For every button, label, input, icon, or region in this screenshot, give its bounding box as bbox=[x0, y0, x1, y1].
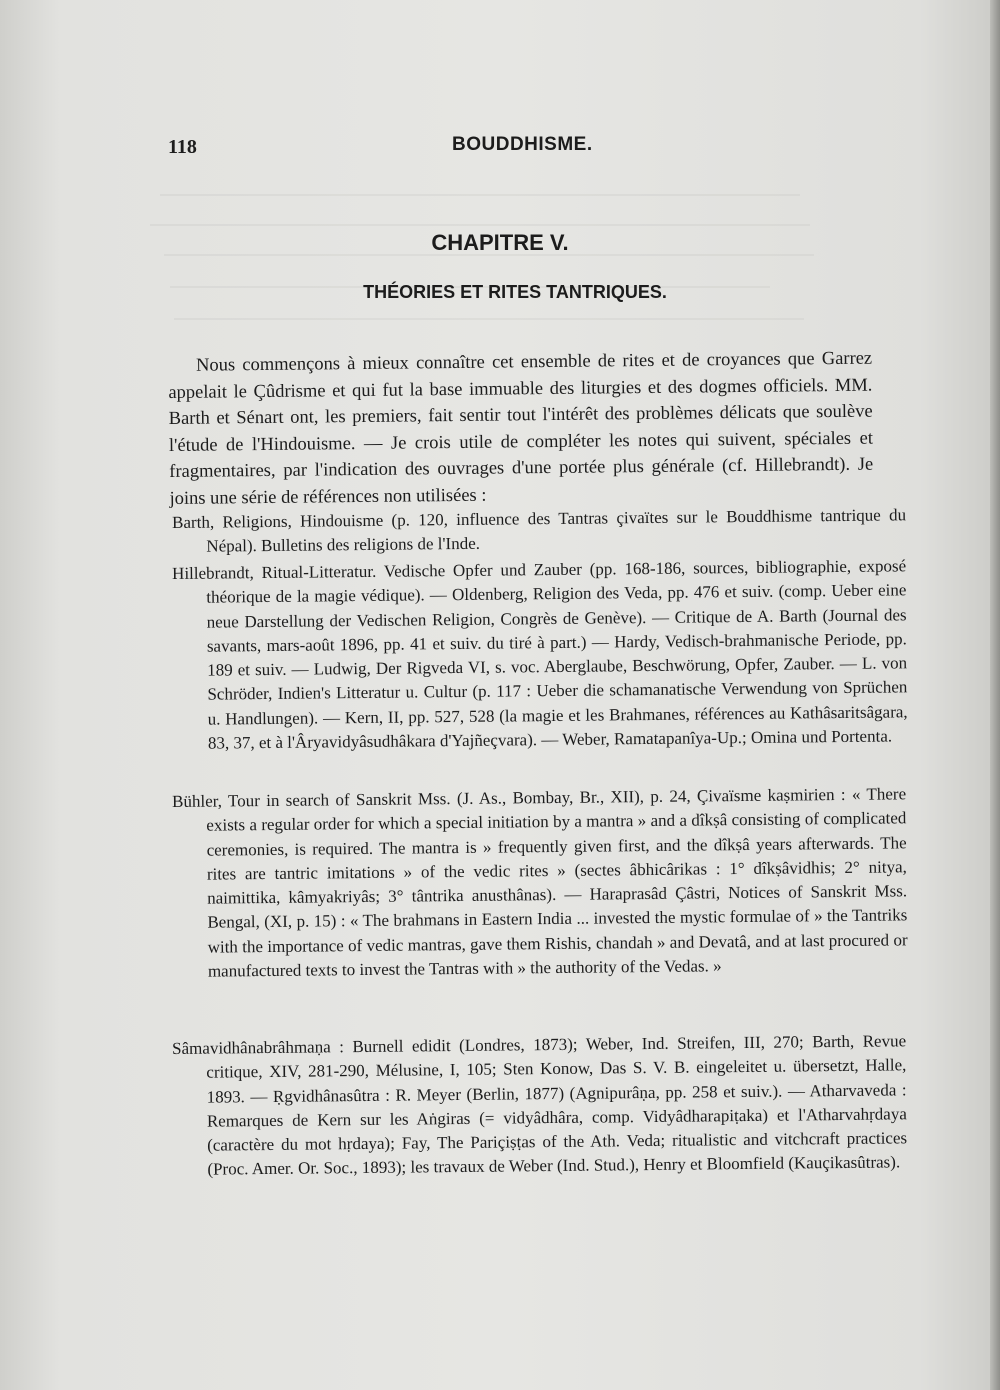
chapter-subtitle: THÉORIES ET RITES TANTRIQUES. bbox=[363, 282, 667, 302]
reference-hillebrandt: Hillebrandt, Ritual-Litteratur. Vedische Opfer und Zauber (pp. 168-186, sources, bibliographie, exposé théorique de la magie védique). — Oldenberg, Religion des Veda, pp. 476 et suiv. (comp. Ueber eine neue Darstellung der Vedischen Religion, Congrès de Genève). — Critique de A. Barth (Journal des savants, mars-août 1896, pp. 41 et suiv. du tiré à part.) — Hardy, Vedisch-brahmanische Periode, pp. 189 et suiv. — Ludwig, Der Rigveda VI, s. voc. Aberglaube, Beschwörung, Opfer, Zauber. — L. von Schröder, Indien's Litteratur u. Cultur (p. 117 : Ueber die schamanatische Verwendung von Sprüchen u. Handlungen). — Kern, II, pp. 527, 528 (la magie et les Brahmanes, références au Kathâsaritsâgara, 83, 37, et à l'Âryavidyâsudhâkara d'Yajñeçvara). — Weber, Ramatapanîya-Up.; Omina und Portenta. bbox=[172, 556, 908, 753]
page-number: 118 bbox=[168, 136, 197, 158]
running-head bbox=[168, 132, 848, 160]
show-through-texture bbox=[150, 190, 850, 355]
reference-buhler: Bühler, Tour in search of Sanskrit Mss. (J. As., Bombay, Br., XII), p. 24, Çivaïsme kaṣmirien : « There exists a regular order for which a special initiation by a mantra » and a dîkṣâ consisting of complicated ceremonies, is required. The mantra is » frequently given first, and the dîkṣâ years afterwards. The rites are tantric imitations » of the vedic rites » (sectes âbhicârikas : 1° dîkṣâvidhis; 2° nitya, naimittika, kâmyakriyâs; 3° tântrika anusthânas). — Haraprasâd Çâstri, Notices of Sanskrit Mss. Bengal, (XI, p. 15) : « The brahmans in Eastern India ... invested the mystic formulae of » the Tantriks with the importance of vedic mantras, gave them Rishis, chandah » and Devatâ, and at last procured or manufactured texts to invest the Tantras with » the authority of the Vedas. » bbox=[172, 784, 908, 981]
show-through-marks bbox=[150, 190, 850, 350]
running-title: BOUDDHISME. bbox=[452, 134, 593, 155]
reference-barth: Barth, Religions, Hindouisme (p. 120, influence des Tantras çivaïtes sur le Bouddhisme tantrique du Népal). Bulletins des religions de l'Inde. bbox=[172, 505, 907, 556]
reference-samavidhana: Sâmavidhânabrâhmaṇa : Burnell edidit (Londres, 1873); Weber, Ind. Streifen, III, 270; Barth, Revue critique, XIV, 281-290, Mélusine, I, 105; Sten Konow, Das S. V. B. eingeleitet u. übersetzt, Halle, 1893. — Ṛgvidhânasûtra : R. Meyer (Berlin, 1877) (Agnipurâṇa, pp. 258 et suiv.). — Atharvaveda : Remarques de Kern sur les Aṅgiras (= vidyâdhâra, comp. Vidyâdharapiṭaka) et l'Atharvahṛdaya (caractère du mot hṛdaya); Fay, The Pariçiṣṭas of the Ath. Veda; ritualistic and vitchcraft practices (Proc. Amer. Or. Soc., 1893); les travaux de Weber (Ind. Stud.), Henry et Bloomfield (Kauçikasûtras). bbox=[172, 1031, 908, 1180]
chapter-title: CHAPITRE V. bbox=[431, 230, 569, 255]
intro-paragraph: Nous commençons à mieux connaître cet ensemble de rites et de croyances que Garrez appelait le Çûdrisme et qui fut la base immuable des liturgies et des dogmes officiels. MM. Barth et Sénart ont, les premiers, fait sentir tout l'intérêt des problèmes délicats que soulève l'étude de l'Hindouisme. — Je crois utile de compléter les notes qui suivent, spéciales et fragmentaires, par l'indication des ouvrages d'une portée plus générale (cf. Hillebrandt). Je joins une série de références non utilisées : bbox=[168, 348, 874, 508]
page-binding-edge bbox=[990, 0, 1000, 1390]
